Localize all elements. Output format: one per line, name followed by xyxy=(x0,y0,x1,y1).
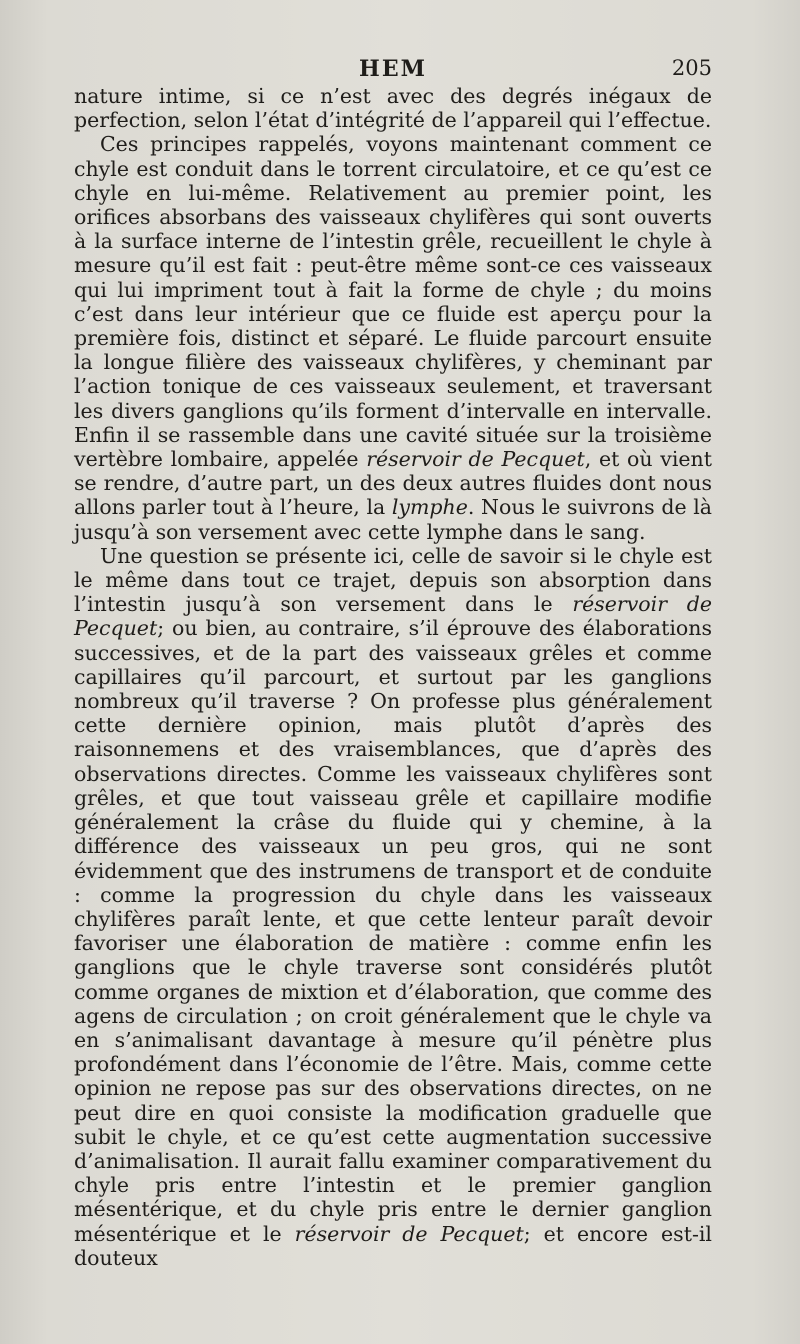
running-title: HEM xyxy=(359,56,427,82)
text-run: Ces principes rappelés, voyons maintenant comment ce chyle est conduit dans le torrent circulatoire, et ce qu’est ce chyle en lui-même. Relativement au premier point, les orifices absorbans des vaisseaux chylifères qui sont ouverts à la surface interne de l’intestin grêle, recueillent le chyle à mesure qu’il est fait : peut-être même sont-ce ces vaisseaux qui lui impriment tout à fait la forme de chyle ; du moins c’est dans leur intérieur que ce fluide est aperçu pour la première fois, distinct et séparé. Le fluide parcourt ensuite la longue filière des vaisseaux chylifères, y cheminant par l’action tonique de ces vaisseaux seulement, et traversant les divers ganglions qu’ils forment d’intervalle en intervalle. Enfin il se rassemble dans une cavité située sur la troisième vertèbre lombaire, appelée xyxy=(74,132,712,472)
italic-run: réservoir de Pecquet xyxy=(294,1221,524,1246)
text-run: nature intime, si ce n’est avec des degrés inégaux de perfection, selon l’état d’intégrité de l’appareil qui l’effectue. xyxy=(74,84,712,133)
page-number: 205 xyxy=(671,56,712,80)
text-run: ; et encore est-il douteux xyxy=(74,1221,712,1270)
text-run: . Nous le suivrons de là jusqu’à son versement avec cette lymphe dans le sang. xyxy=(74,495,712,544)
paragraph-3 xyxy=(74,544,712,1270)
italic-run: réservoir de Pecquet xyxy=(74,592,712,641)
body-text xyxy=(74,84,712,1270)
italic-run: lymphe xyxy=(391,495,468,520)
text-run: Une question se présente ici, celle de savoir si le chyle est le même dans tout ce trajet, depuis son absorption dans l’intestin jusqu’à son versement dans le xyxy=(74,543,712,617)
italic-run: réservoir de Pecquet xyxy=(366,447,585,472)
text-run: ; ou bien, au contraire, s’il éprouve des élaborations successives, et de la part des vaisseaux grêles et comme capillaires qu’il parcourt, et surtout par les ganglions nombreux qu’il traverse ? On professe plus généralement cette dernière opinion, mais plutôt d’après des raisonnemens et des vraisemblances, que d’après des observations directes. Comme les vaisseaux chylifères sont grêles, et que tout vaisseau grêle et capillaire modifie généralement la crâse du fluide qui y chemine, à la différence des vaisseaux un peu gros, qui ne sont évidemment que des instrumens de transport et de conduite : comme la progression du chyle dans les vaisseaux chylifères paraît lente, et que cette lenteur paraît devoir favoriser une élaboration de matière : comme enfin les ganglions que le chyle traverse sont considérés plutôt comme organes de mixtion et d’élaboration, que comme des agens de circulation ; on croit généralement que le chyle va en s’animalisant davantage à mesure qu’il pénètre plus profondément dans l’économie de l’être. Mais, comme cette opinion ne repose pas sur des observations directes, on ne peut dire en quoi consiste la modification graduelle que subit le chyle, et ce qu’est cette augmentation successive d’animalisation. Il aurait fallu examiner comparativement du chyle pris entre l’intestin et le premier ganglion mésentérique, et du chyle pris entre le dernier ganglion mésentérique et le xyxy=(74,616,712,1246)
page-header xyxy=(74,56,712,86)
paragraph-2 xyxy=(74,132,712,543)
paragraph-1 xyxy=(74,84,712,132)
text-run: , et où vient se rendre, d’autre part, un des deux autres fluides dont nous allons parler tout à l’heure, la xyxy=(74,447,712,520)
